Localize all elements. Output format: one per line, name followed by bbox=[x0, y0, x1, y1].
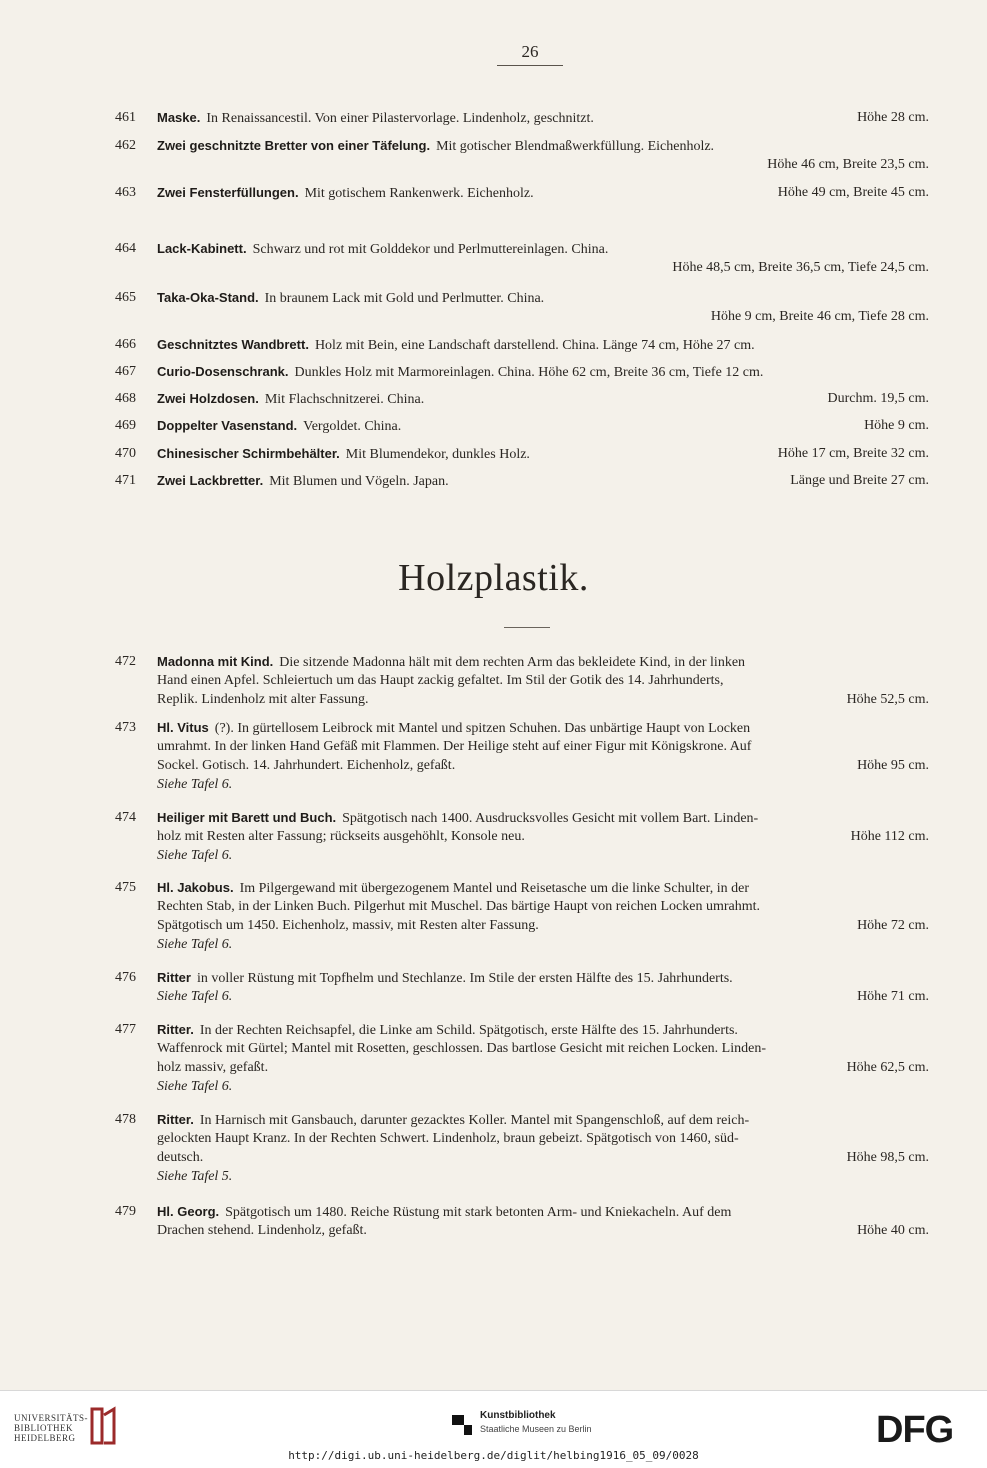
entry-title: Zwei geschnitzte Bretter von einer Täfelung. bbox=[157, 138, 431, 153]
entry-text: Mit gotischem Rankenwerk. Eichenholz. bbox=[304, 186, 534, 201]
entry-number: 474 bbox=[115, 810, 136, 825]
entry-title: Madonna mit Kind. bbox=[157, 654, 274, 669]
section-title: Holzplastik. bbox=[398, 557, 589, 599]
entry-title: Chinesischer Schirmbehälter. bbox=[157, 446, 340, 461]
entry-number: 473 bbox=[115, 720, 136, 735]
entry-text: In der Rechten Reichsapfel, die Linke am Schild. Spätgotisch, erste Hälfte des 15. Jahrhunderts. bbox=[199, 1023, 738, 1038]
entry-number: 472 bbox=[115, 654, 136, 669]
source-url[interactable]: http://digi.ub.uni-heidelberg.de/diglit/helbing1916_05_09/0028 bbox=[288, 1449, 699, 1462]
entry-text: Replik. Lindenholz mit alter Fassung. bbox=[157, 692, 369, 707]
entry-text: Mit Blumendekor, dunkles Holz. bbox=[345, 447, 530, 462]
entry-dimensions: Höhe 48,5 cm, Breite 36,5 cm, Tiefe 24,5 cm. bbox=[672, 260, 929, 275]
entry-number: 478 bbox=[115, 1112, 136, 1127]
entry-number: 461 bbox=[115, 110, 136, 125]
entry-text: Waffenrock mit Gürtel; Mantel mit Rosetten, geschlossen. Das bartlose Gesicht mit reichen Locken. Linden- bbox=[157, 1041, 766, 1056]
entry-dimensions: Höhe 40 cm. bbox=[857, 1223, 929, 1238]
entry-title: Taka-Oka-Stand. bbox=[157, 290, 259, 305]
entry-text: Spätgotisch um 1480. Reiche Rüstung mit stark betonten Arm- und Kniekacheln. Auf dem bbox=[225, 1205, 732, 1220]
entry-dimensions: Höhe 62,5 cm. bbox=[846, 1060, 929, 1075]
entry-title: Ritter. bbox=[157, 1112, 194, 1127]
entry-text: Spätgotisch um 1450. Eichenholz, massiv, mit Resten alter Fassung. bbox=[157, 918, 539, 933]
plate-reference: Siehe Tafel 5. bbox=[157, 1169, 233, 1184]
entry-text: Mit Blumen und Vögeln. Japan. bbox=[269, 474, 449, 489]
section-divider bbox=[504, 627, 550, 628]
entry-number: 470 bbox=[115, 446, 136, 461]
entry-number: 477 bbox=[115, 1022, 136, 1037]
entry-title: Curio-Dosenschrank. bbox=[157, 364, 289, 379]
entry-number: 468 bbox=[115, 391, 136, 406]
entry-text: In Renaissancestil. Von einer Pilastervorlage. Lindenholz, geschnitzt. bbox=[206, 111, 594, 126]
plate-reference: Siehe Tafel 6. bbox=[157, 1079, 233, 1094]
entry-title: Ritter. bbox=[157, 1022, 194, 1037]
entry-dimensions: Höhe 9 cm, Breite 46 cm, Tiefe 28 cm. bbox=[710, 309, 929, 324]
entry-text: (?). In gürtellosem Leibrock mit Mantel und spitzen Schuhen. Das unbärtige Haupt von Locken bbox=[214, 721, 751, 736]
entry-title: Hl. Jakobus. bbox=[157, 880, 234, 895]
university-seal-icon bbox=[88, 1405, 118, 1447]
entry-number: 465 bbox=[115, 290, 136, 305]
entry-title: Lack-Kabinett. bbox=[157, 241, 247, 256]
entry-number: 462 bbox=[115, 138, 136, 153]
entry-number: 466 bbox=[115, 337, 136, 352]
entry-title: Zwei Fensterfüllungen. bbox=[157, 185, 299, 200]
entry-text: Im Pilgergewand mit übergezogenem Mantel und Reisetasche um die linke Schulter, in der bbox=[239, 881, 749, 896]
library-subtitle: Staatliche Museen zu Berlin bbox=[480, 1424, 592, 1434]
entry-dimensions: Höhe 72 cm. bbox=[857, 918, 929, 933]
entry-text: Drachen stehend. Lindenholz, gefaßt. bbox=[157, 1223, 367, 1238]
page-number: 26 bbox=[497, 42, 563, 66]
entry-dimensions: Höhe 17 cm, Breite 32 cm. bbox=[777, 446, 929, 461]
plate-reference: Siehe Tafel 6. bbox=[157, 989, 233, 1004]
library-name: Kunstbibliothek bbox=[480, 1410, 556, 1421]
entry-text: holz mit Resten alter Fassung; rückseits ausgehöhlt, Konsole neu. bbox=[157, 829, 525, 844]
entry-title: Zwei Lackbretter. bbox=[157, 473, 264, 488]
entry-text: in voller Rüstung mit Topfhelm und Stechlanze. Im Stile der ersten Hälfte des 15. Jahrhunderts. bbox=[196, 971, 733, 986]
entry-dimensions: Höhe 28 cm. bbox=[857, 110, 929, 125]
plate-reference: Siehe Tafel 6. bbox=[157, 848, 233, 863]
dfg-logo: DFG bbox=[876, 1409, 954, 1451]
entry-text: Mit Flachschnitzerei. China. bbox=[264, 392, 425, 407]
entry-dimensions: Durchm. 19,5 cm. bbox=[827, 391, 929, 406]
entry-text: In Harnisch mit Gansbauch, darunter gezacktes Koller. Mantel mit Spangenschloß, auf dem reich- bbox=[199, 1113, 750, 1128]
entry-number: 469 bbox=[115, 418, 136, 433]
entry-text: deutsch. bbox=[157, 1150, 204, 1165]
university-line: HEIDELBERG bbox=[14, 1433, 76, 1443]
university-library-logo bbox=[14, 1413, 88, 1443]
entry-number: 479 bbox=[115, 1204, 136, 1219]
entry-title: Maske. bbox=[157, 110, 201, 125]
entry-dimensions: Höhe 112 cm. bbox=[850, 829, 929, 844]
entry-text: Sockel. Gotisch. 14. Jahrhundert. Eichenholz, gefaßt. bbox=[157, 758, 456, 773]
university-line: UNIVERSITÄTS- bbox=[14, 1413, 88, 1423]
entry-title: Ritter bbox=[157, 970, 191, 985]
entry-title: Hl. Vitus bbox=[157, 720, 209, 735]
entry-text: Holz mit Bein, eine Landschaft darstellend. China. Länge 74 cm, Höhe 27 cm. bbox=[314, 338, 755, 353]
entry-title: Heiliger mit Barett und Buch. bbox=[157, 810, 337, 825]
entry-title: Hl. Georg. bbox=[157, 1204, 220, 1219]
entry-dimensions: Höhe 46 cm, Breite 23,5 cm. bbox=[767, 157, 929, 172]
entry-text: In braunem Lack mit Gold und Perlmutter. China. bbox=[264, 291, 545, 306]
entry-text: Rechten Stab, in der Linken Buch. Pilgerhut mit Muschel. Das bärtige Haupt von reichen Locken umrahmt. bbox=[157, 899, 761, 914]
entry-text: Hand einen Apfel. Schleiertuch um das Haupt zackig gefaltet. Im Stil der Gotik des 14. Jahrhunderts, bbox=[157, 673, 724, 688]
entry-dimensions: Länge und Breite 27 cm. bbox=[790, 473, 929, 488]
entry-text: Vergoldet. China. bbox=[303, 419, 402, 434]
digitization-footer bbox=[0, 1390, 987, 1468]
entry-dimensions: Höhe 52,5 cm. bbox=[846, 692, 929, 707]
entry-title: Doppelter Vasenstand. bbox=[157, 418, 298, 433]
entry-dimensions: Höhe 9 cm. bbox=[864, 418, 929, 433]
entry-dimensions: Höhe 71 cm. bbox=[857, 989, 929, 1004]
entry-title: Geschnitztes Wandbrett. bbox=[157, 337, 309, 352]
entry-dimensions: Höhe 49 cm, Breite 45 cm. bbox=[777, 185, 929, 200]
entry-text: Spätgotisch nach 1400. Ausdrucksvolles Gesicht mit vollem Bart. Linden- bbox=[342, 811, 759, 826]
university-line: BIBLIOTHEK bbox=[14, 1423, 73, 1433]
entry-dimensions: Höhe 98,5 cm. bbox=[846, 1150, 929, 1165]
entry-number: 467 bbox=[115, 364, 136, 379]
plate-reference: Siehe Tafel 6. bbox=[157, 937, 233, 952]
entry-text: umrahmt. In der linken Hand Gefäß mit Flammen. Der Heilige steht auf einer Figur mit Königskrone. Auf bbox=[157, 739, 752, 754]
kunstbibliothek-logo-icon bbox=[450, 1413, 474, 1437]
entry-number: 475 bbox=[115, 880, 136, 895]
entry-number: 464 bbox=[115, 241, 136, 256]
plate-reference: Siehe Tafel 6. bbox=[157, 777, 233, 792]
entry-text: gelockten Haupt Kranz. In der Rechten Schwert. Lindenholz, braun gebeizt. Spätgotisch von 1460, süd- bbox=[157, 1131, 739, 1146]
entry-text: Die sitzende Madonna hält mit dem rechten Arm das bekleidete Kind, in der linken bbox=[279, 655, 746, 670]
entry-number: 471 bbox=[115, 473, 136, 488]
entry-text: Dunkles Holz mit Marmoreinlagen. China. Höhe 62 cm, Breite 36 cm, Tiefe 12 cm. bbox=[294, 365, 764, 380]
entry-text: holz massiv, gefaßt. bbox=[157, 1060, 269, 1075]
entry-text: Schwarz und rot mit Golddekor und Perlmuttereinlagen. China. bbox=[252, 242, 609, 257]
entry-dimensions: Höhe 95 cm. bbox=[857, 758, 929, 773]
entry-text: Mit gotischer Blendmaßwerkfüllung. Eichenholz. bbox=[436, 139, 715, 154]
entry-number: 463 bbox=[115, 185, 136, 200]
entry-title: Zwei Holzdosen. bbox=[157, 391, 259, 406]
entry-number: 476 bbox=[115, 970, 136, 985]
